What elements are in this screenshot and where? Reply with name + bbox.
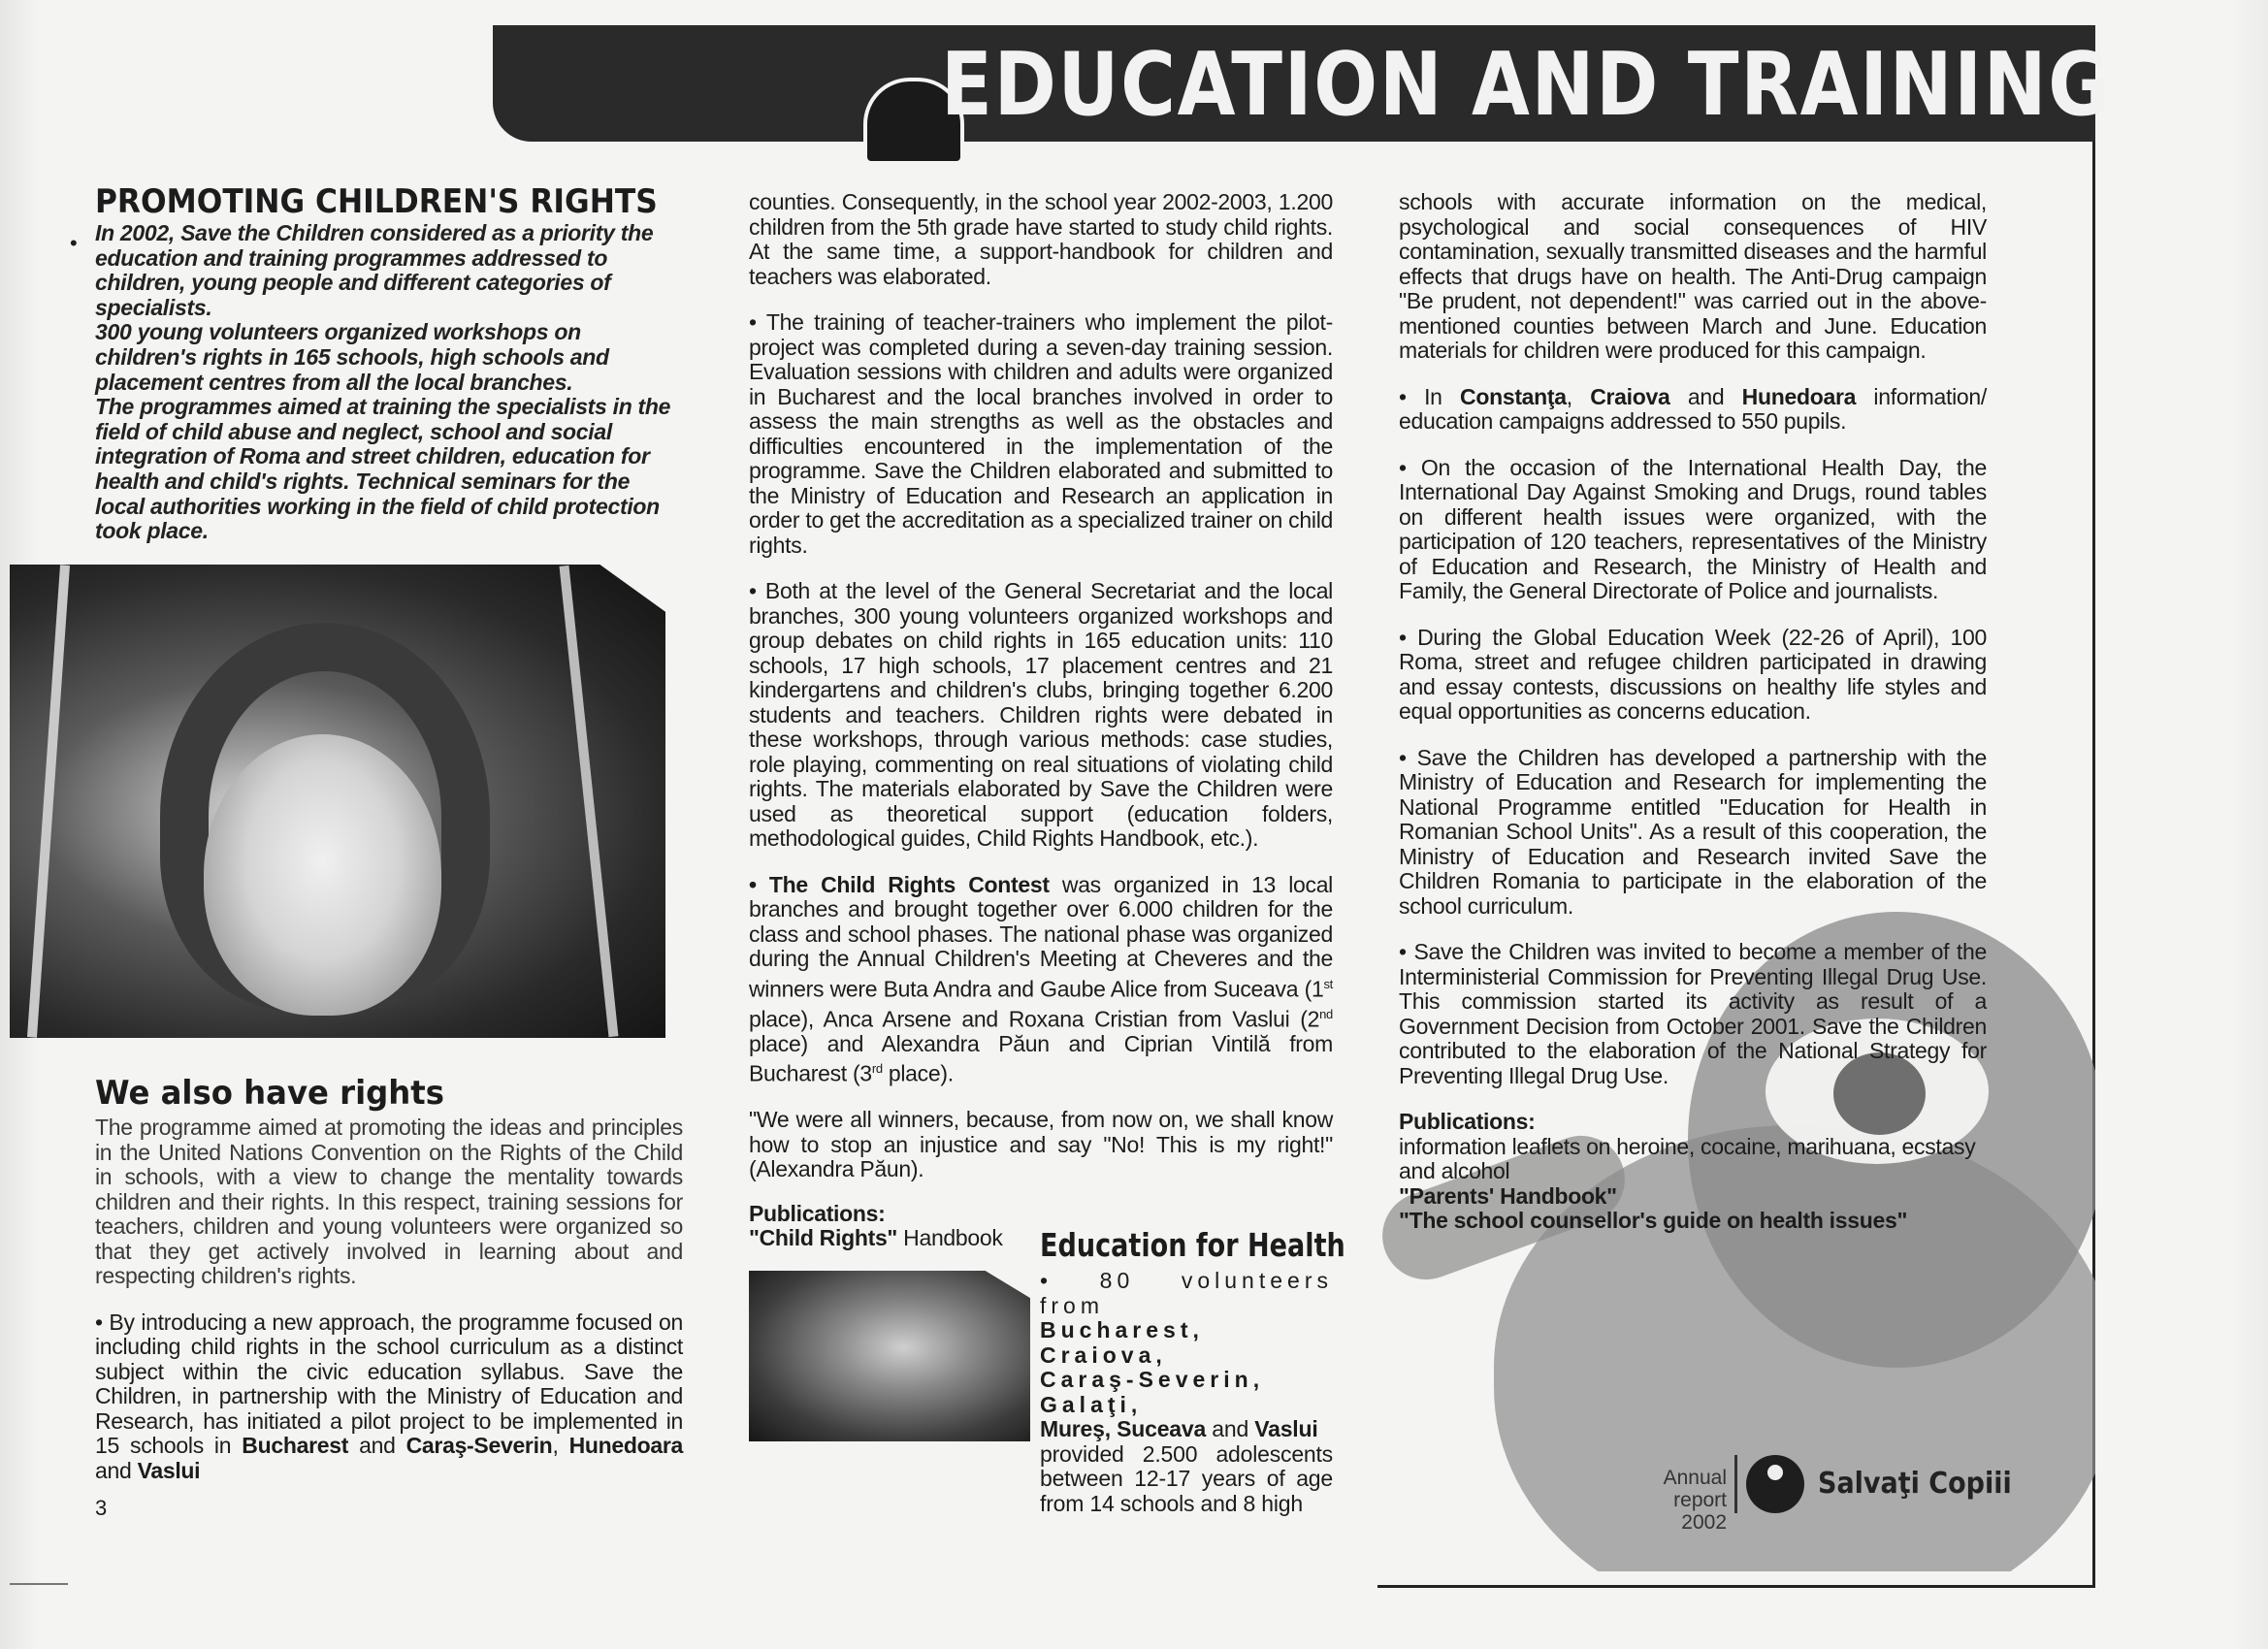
health-text — [1040, 1269, 1333, 1516]
city-craiova: Craiova — [1590, 383, 1670, 409]
frame-left-bottom-line — [10, 1583, 68, 1585]
city-bucharest: Bucharest — [242, 1433, 349, 1458]
comma-text: , — [1566, 383, 1591, 409]
city-hunedoara: Hunedoara — [568, 1433, 683, 1458]
contest-text: place). — [882, 1060, 954, 1086]
annual-text: Annual — [1663, 1467, 1727, 1489]
health-cities-line — [1040, 1417, 1333, 1442]
city-constanta: Constanţa — [1460, 383, 1567, 409]
pilot-text: • By introducing a new approach, the programme focused on including child rights in the school curriculum as a distinct subject within the civic education syllabus. Save the Children, in partnership with the Ministry of Education and Research, has initiated a pilot project to be implemented in 15 schools in — [95, 1309, 683, 1458]
frame-bottom-line — [1377, 1585, 2095, 1588]
publication-leaflets: information leaflets on heroine, cocaine, marihuana, ecstasy and alcohol — [1399, 1133, 1976, 1183]
ordinal-sup: rd — [871, 1061, 883, 1077]
health-cities-line — [1040, 1368, 1333, 1417]
middle-column — [749, 190, 1333, 1273]
health-rest: provided 2.500 adolescents between 12-17 years of age from 14 schools and 8 high — [1040, 1440, 1333, 1516]
ordinal-sup: nd — [1319, 1006, 1333, 1021]
intro-text — [95, 221, 683, 544]
banner-title: EDUCATION AND TRAINING — [941, 34, 2112, 136]
intro-paragraph: 300 young volunteers organized workshops on children's rights in 165 schools, high schools and placement centres from all the local branches. — [95, 319, 609, 395]
health-cities: Vaslui — [1254, 1416, 1318, 1441]
workshops-paragraph: • Both at the level of the General Secretariat and the local branches, 300 young volunteers organized workshops and group debates on child rights in 165 education units: 110 schools, 17 high schools, 17 placement centres and 21 kindergartens and children's clubs, bringing together 6.200 students and teachers. Children rights were debated in these workshops, through various methods: case studies, role playing, commenting on real situations of violating child rights. The materials elaborated by Save the Children were used as theoretical support (education folders, methodological guides, Child Rights Handbook, etc.). — [749, 578, 1333, 851]
education-for-health-heading: Education for Health — [1040, 1226, 1345, 1264]
contest-text: was organized in 13 local branches and brought together over 6.000 children for the class and school phases. The national phase was organized during the Annual Children's Meeting at Cheveres and the winners were Buta Andra and Gaube Alice from Suceava (1 — [749, 871, 1333, 1002]
brand-name: Salvaţi Copiii — [1818, 1467, 2012, 1501]
counties-paragraph: counties. Consequently, in the school year 2002-2003, 1.200 children from the 5th grade have started to study child rights. At the same time, a support-handbook for children and teachers was elaborated. — [749, 189, 1333, 289]
right-publications — [1399, 1110, 1987, 1234]
contest-paragraph — [749, 873, 1333, 1087]
report-year-text: report 2002 — [1673, 1489, 1727, 1534]
partnership-paragraph: • Save the Children has developed a partnership with the Ministry of Education and Research for implementing the National Programme entitled "Education for Health in Romanian School Units". As a result of this cooperation, the Ministry of Education and Research invited Save the Children Romania to participate in the elaboration of the school curriculum. — [1399, 744, 1987, 919]
education-week-paragraph: • During the Global Education Week (22-26 of April), 100 Roma, street and refugee children participated in drawing and essay contests, discussions on healthy life styles and equal opportunities as concerns education. — [1399, 624, 1987, 724]
save-the-children-logo-icon — [1746, 1455, 1804, 1513]
publication-title: "Child Rights" — [749, 1225, 898, 1251]
rights-paragraph: The programme aimed at promoting the ideas and principles in the United Nations Convention on the Rights of the Child in schools, with a view to change the mentality towards children and their rights. In this respect, training sessions for teachers, children and young volunteers were organized so that they get actively involved in learning about and respecting children's rights. — [95, 1115, 683, 1288]
and-text: and — [1669, 383, 1742, 409]
swing-rope-right — [560, 566, 619, 1037]
city-hunedoara: Hunedoara — [1741, 383, 1857, 409]
right-column — [1399, 190, 1987, 1255]
left-column-body — [95, 1116, 683, 1504]
child-photo — [10, 565, 665, 1038]
quote-paragraph: "We were all winners, because, from now on, we shall know how to stop an injustice and say "No! This is my right!" (Alexandra Păun). — [749, 1107, 1333, 1182]
publication-parents-handbook: "Parents' Handbook" — [1399, 1182, 1617, 1209]
commission-paragraph: • Save the Children was invited to become a member of the Interministerial Commission for Preventing Illegal Drug Use. This commission started its activity as result of a Government Decision from October 2001. Save the Children contributed to the elaboration of the National Strategy for Preventing Illegal Drug Use. — [1399, 939, 1987, 1088]
page-number: 3 — [95, 1496, 108, 1520]
pilot-project-paragraph — [95, 1310, 683, 1484]
ordinal-sup: st — [1323, 976, 1333, 991]
publications-label: Publications: — [1399, 1109, 1536, 1134]
health-cities: Mureş, Suceava — [1040, 1416, 1207, 1441]
health-cities: Bucharest, Craiova, — [1040, 1317, 1204, 1368]
and-text: and — [348, 1433, 406, 1458]
city-caras-severin: Caraş-Severin — [405, 1433, 553, 1458]
health-day-paragraph: • On the occasion of the International Health Day, the International Day Against Smoking and Drugs, round tables on different health issues were organized, with the participation of 120 teachers, representatives of the Ministry of Education and Research, the Ministry of Health and Family, the General Directorate of Police and journalists. — [1399, 454, 1987, 603]
contest-title: • The Child Rights Contest — [749, 871, 1050, 897]
hiv-paragraph: schools with accurate information on the medical, psychological and social consequences of HIV contamination, sexually transmitted diseases and the harmful effects that drugs have on health. The Anti-Drug campaign "Be prudent, not dependent!" was carried out in the above-mentioned counties between March and June. Education materials for children were produced for this campaign. — [1399, 189, 1987, 363]
health-session-photo — [749, 1271, 1030, 1441]
and-text: and — [1206, 1416, 1255, 1441]
campaign-text: information/ education campaigns addressed to 550 pupils. — [1399, 383, 1987, 434]
child-face — [204, 734, 441, 1016]
and-text: and — [95, 1457, 138, 1483]
footer-divider — [1734, 1455, 1737, 1513]
intro-paragraph: The programmes aimed at training the specialists in the field of child abuse and neglect, school and social integration of Roma and street children, education for health and child's rights. Technical seminars for the local authorities working in the field of child protection took place. — [95, 394, 671, 544]
intro-paragraph: In 2002, Save the Children considered as a priority the education and training programmes addressed to children, young people and different categories of specialists. — [95, 220, 654, 320]
publication-type: Handbook — [897, 1225, 1003, 1251]
contest-text: place), Anca Arsene and Roxana Cristian from Vaslui (2 — [749, 1006, 1320, 1032]
health-cities-line — [1040, 1318, 1333, 1368]
campaign-text: • In — [1399, 383, 1461, 409]
annual-report-label — [1630, 1467, 1727, 1534]
campaigns-paragraph — [1399, 385, 1987, 435]
teacher-training-paragraph: • The training of teacher-trainers who implement the pilot-project was completed during a seven-day training session. Evaluation sessions with children and adults were organized in Bucharest and the local branches involved in order to assess the main strengths as well as the obstacles and difficulties encountered in the implementation of the programme. Save the Children elaborated and submitted to the Ministry of Education and Research an application in order to get the accreditation as a specialized trainer on child rights. — [749, 309, 1333, 558]
contest-text: place) and Alexandra Păun and Ciprian Vintilă from Bucharest (3 — [749, 1030, 1333, 1086]
publication-counsellor-guide: "The school counsellor's guide on health issues" — [1399, 1208, 1908, 1233]
health-line: • 80 volunteers from — [1040, 1268, 1333, 1318]
we-also-have-rights-heading: We also have rights — [95, 1074, 444, 1113]
comma-text: , — [552, 1433, 569, 1458]
city-vaslui: Vaslui — [137, 1457, 201, 1483]
swing-rope-left — [27, 565, 70, 1038]
health-cities: Caraş-Severin, Galaţi, — [1040, 1367, 1265, 1417]
publications-label: Publications: — [749, 1200, 886, 1226]
promoting-rights-heading: PROMOTING CHILDREN'S RIGHTS — [95, 182, 658, 221]
bullet-icon: • — [70, 231, 78, 255]
